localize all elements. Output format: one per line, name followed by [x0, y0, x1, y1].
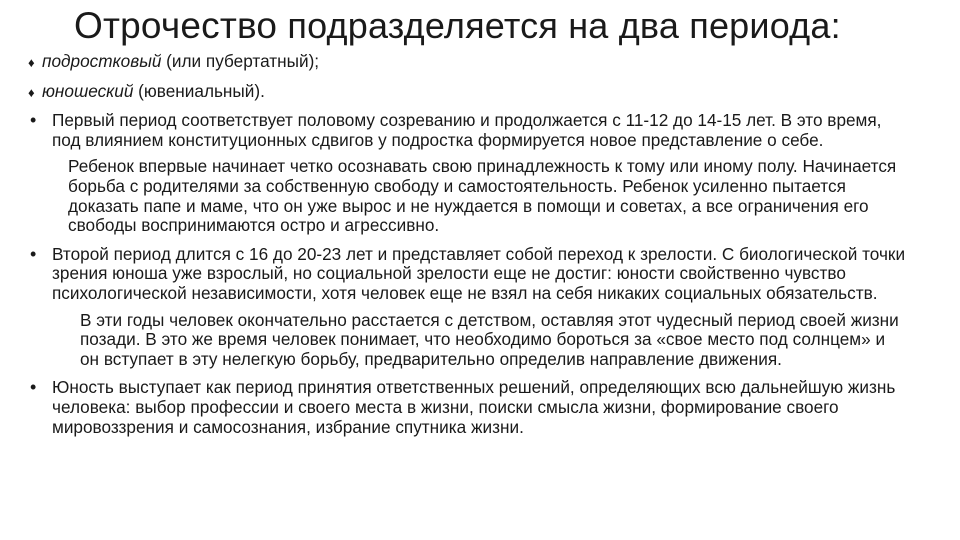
bullet-paragraph: Второй период длится с 16 до 20-23 лет и представляет собой переход к зрелости. С биологической точки зрения юноша уже взрослый, но социальной зрелости еще не достиг: юности свойственно чувство психологической независимости, хотя человек еще не взял на себя никаких социальных обязательств. [52, 243, 906, 303]
period-label [42, 52, 319, 72]
period-list-item [28, 52, 908, 73]
continuation-paragraph: В эти годы человек окончательно расстается с детством, оставляя этот чудесный период своей жизни позади. В это же время человек понимает, что необходимо бороться за «свое место под солнцем» и он вступает в эту нелегкую борьбу, предварительно определив направление движения. [80, 309, 899, 369]
continuation-paragraph: Ребенок впервые начинает четко осознавать свою принадлежность к тому или иному полу. Начинается борьба с родителями за собственную свободу и самостоятельность. Ребенок усиленно пытается доказать папе и маме, что он уже вырос и не нуждается в помощи и советах, а все ограничения его свободы воспринимаются остро и агрессивно. [68, 156, 897, 236]
bullet-paragraph: Юность выступает как период принятия ответственных решений, определяющих всю дальнейшую жизнь человека: выбор профессии и своего места в жизни, поиски смысла жизни, формирование своего мировоззрения и самосознания, избрание спутника жизни. [52, 377, 896, 437]
period-alias: (ювениальный). [133, 80, 265, 101]
period-name: подростковый [42, 51, 162, 71]
bullet-dot-icon: • [30, 110, 37, 131]
period-alias: (или пубертатный); [161, 51, 320, 71]
period-label [42, 82, 265, 102]
period-name: юношеский [42, 80, 134, 101]
slide-title-rest: подразделяется на два периода: [277, 5, 841, 46]
diamond-bullet-icon: ♦ [28, 55, 35, 70]
bullet-dot-icon: • [30, 377, 37, 398]
period-list-item [28, 82, 908, 103]
slide-title [74, 4, 841, 48]
slide-content [28, 52, 908, 437]
bullet-item [28, 378, 908, 437]
slide-title-lead: Отрочество [74, 5, 278, 46]
bullet-item [28, 245, 908, 304]
bullet-dot-icon: • [30, 243, 37, 264]
bullet-paragraph: Первый период соответствует половому созреванию и продолжается с 11-12 до 14-15 лет. В это время, под влиянием конституционных сдвигов у подростка формируется новое представление о себе. [52, 110, 882, 150]
diamond-bullet-icon: ♦ [28, 84, 35, 100]
bullet-item [28, 111, 908, 150]
